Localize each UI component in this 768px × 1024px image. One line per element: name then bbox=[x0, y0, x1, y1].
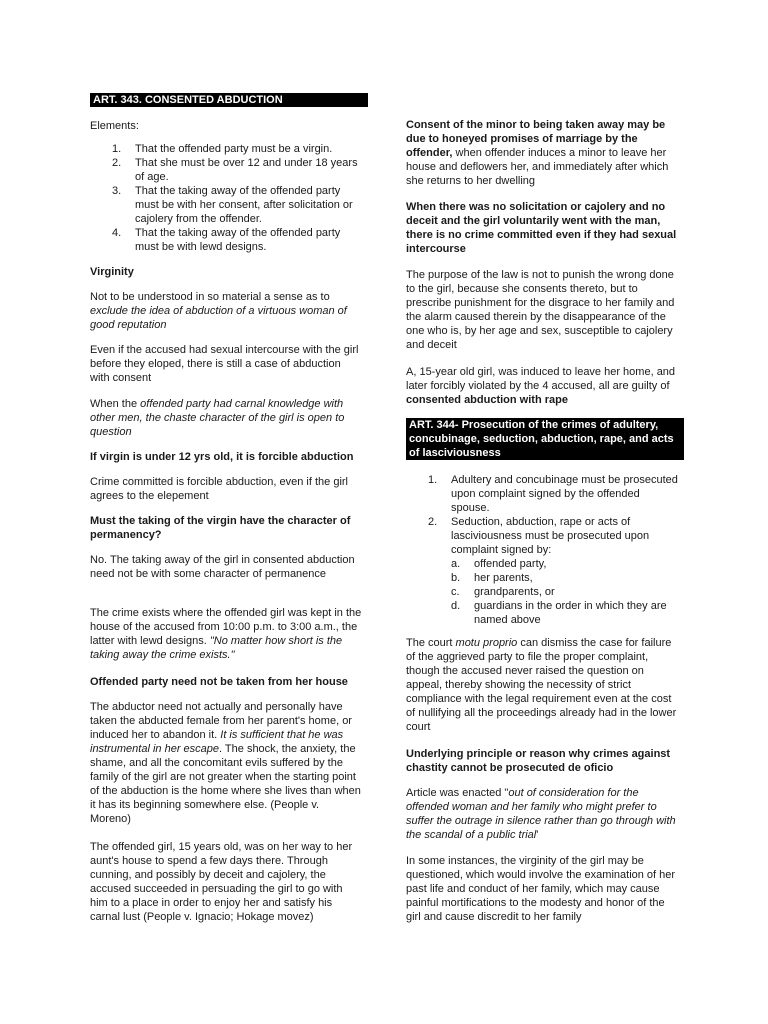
list-item: 1. That the offended party must be a virgin. bbox=[112, 143, 333, 155]
court-paragraph: The court motu proprio can dismiss the case for failure of the aggrieved party to file the proper complaint, though the accused never raised the question on appeal, thereby showing the necessity of strict compliance with the legal requirement even at the cost of nullifying all the proceedings already had in the lower court bbox=[406, 637, 677, 733]
sexual-intercourse-paragraph: Even if the accused had sexual intercourse with the girl before they eloped, there is still a case of abduction with consent bbox=[90, 344, 359, 384]
list-item: 3. That the taking away of the offended party must be with her consent, after solicitation or cajolery from the offender. bbox=[112, 185, 353, 225]
article-343-heading: ART. 343. CONSENTED ABDUCTION bbox=[90, 93, 368, 107]
under-12-heading: If virgin is under 12 yrs old, it is forcible abduction bbox=[90, 451, 354, 463]
list-item: a. offended party, bbox=[451, 558, 547, 570]
crime-exists-paragraph: The crime exists where the offended girl was kept in the house of the accused from 10:00 p.m. to 3:00 a.m., the latter with lewd designs. "No matter how short is the taking away the crime exists." bbox=[90, 607, 362, 661]
elements-label: Elements: bbox=[90, 120, 139, 132]
permanence-answer-paragraph: No. The taking away of the girl in consented abduction need not be with some character of permanence bbox=[90, 554, 355, 580]
abductor-paragraph: The abductor need not actually and personally have taken the abducted female from her parent's home, or induced her to abandon it. It is sufficient that he was instrumental in her escape. The shock, the anxiety, the shame, and all the concomitant evils suffered by the family of the girl are not greater when the starting point of the abduction is the home where she lives than when it has its beginning somewhere else. (People v. Moreno) bbox=[90, 701, 361, 825]
virginity-heading: Virginity bbox=[90, 266, 134, 278]
carnal-knowledge-paragraph: When the offended party had carnal knowledge with other men, the chaste character of the girl is open to question bbox=[90, 398, 345, 438]
principle-heading: Underlying principle or reason why crimes against chastity cannot be prosecuted de oficio bbox=[406, 748, 671, 774]
fifteen-year-paragraph: A, 15-year old girl, was induced to leave her home, and later forcibly violated by the 4 accused, all are guilty of consented abduction with rape bbox=[406, 366, 676, 406]
list-item: c. grandparents, or bbox=[451, 586, 555, 598]
list-item: d. guardians in the order in which they are named above bbox=[451, 600, 667, 626]
article-enacted-paragraph: Article was enacted "out of consideration for the offended woman and her family who might prefer to suffer the outrage in silence rather than go through with the scandal of a public trial' bbox=[406, 787, 676, 841]
elements-list bbox=[90, 142, 362, 254]
consent-paragraph: Consent of the minor to being taken away may be due to honeyed promises of marriage by the offender, when offender induces a minor to leave her house and deflowers her, and immediately after which she returns to her dwelling bbox=[406, 119, 669, 187]
purpose-paragraph: The purpose of the law is not to punish the wrong done to the girl, because she consents thereto, but to prescribe punishment for the disgrace to her family and the alarm caused therein by the disappearance of the one who is, by her age and sex, susceptible to cajolery and deceit bbox=[406, 269, 675, 351]
forcible-abduction-paragraph: Crime committed is forcible abduction, even if the girl agrees to the elepement bbox=[90, 476, 348, 502]
virginity-paragraph: Not to be understood in so material a sense as to exclude the idea of abduction of a virtuous woman of good reputation bbox=[90, 291, 347, 331]
no-solicitation-heading: When there was no solicitation or cajolery and no deceit and the girl voluntarily went with the man, there is no crime committed even if they had sexual intercourse bbox=[406, 201, 677, 255]
virginity-questioned-paragraph: In some instances, the virginity of the girl may be questioned, which would involve the examination of her past life and conduct of her family, which may cause painful mortifications to the modesty and honor of the girl and cause discredit to her family bbox=[406, 855, 676, 923]
article-344-heading: ART. 344- Prosecution of the crimes of adultery, concubinage, seduction, abduction, rape, and acts of lasciviousness bbox=[406, 418, 684, 460]
list-item: b. her parents, bbox=[451, 572, 533, 584]
prosecution-list bbox=[406, 473, 678, 627]
house-heading: Offended party need not be taken from her house bbox=[90, 676, 348, 688]
list-item: 1. Adultery and concubinage must be prosecuted upon complaint signed by the offended spouse. bbox=[428, 474, 678, 514]
permanency-heading: Must the taking of the virgin have the character of permanency? bbox=[90, 515, 351, 541]
case-paragraph: The offended girl, 15 years old, was on her way to her aunt's house to spend a few days there. Through cunning, and possibly by deceit and cajolery, the accused succeeded in persuading the girl to go with him to a place in order to enjoy her and satisfy his carnal lust (People v. Ignacio; Hokage movez) bbox=[90, 841, 353, 923]
prosecution-list-wrap bbox=[406, 473, 678, 627]
complainant-sublist bbox=[451, 557, 678, 627]
list-item: 4. That the taking away of the offended party must be with lewd designs. bbox=[112, 227, 341, 253]
list-item: 2. Seduction, abduction, rape or acts of lasciviousness must be prosecuted upon complaint signed by: a. offended party, b. her parents, c. grandparents, or d. guardians in the order in which they are named above bbox=[406, 515, 678, 627]
list-item: 2. That she must be over 12 and under 18 years of age. bbox=[112, 157, 358, 183]
